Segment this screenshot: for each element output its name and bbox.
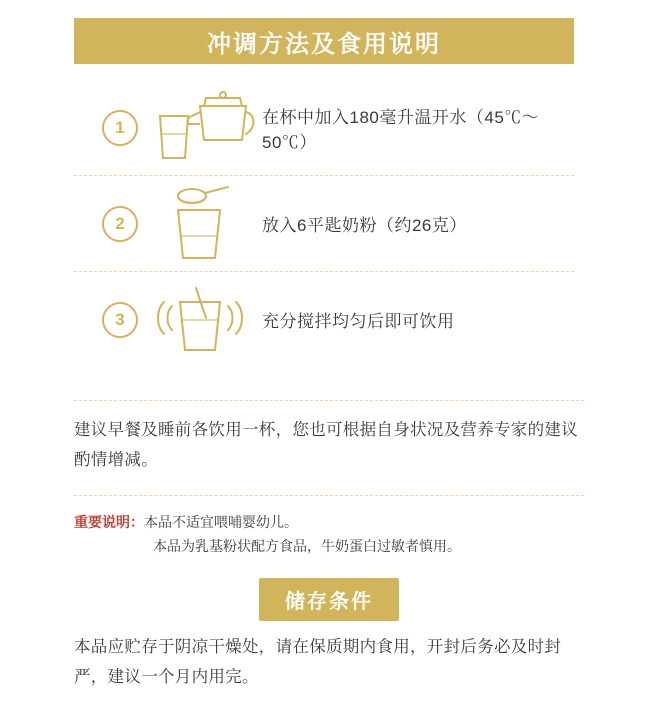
storage-banner-wrap bbox=[74, 578, 584, 621]
header-banner bbox=[74, 18, 574, 64]
step-text: 充分搅拌均匀后即可饮用 bbox=[262, 312, 455, 331]
step-item bbox=[74, 175, 574, 271]
notice-text-line1: 本品不适宜喂哺婴幼儿。 bbox=[144, 514, 298, 530]
step-text: 放入6平匙奶粉（约26克） bbox=[262, 216, 467, 235]
notice-text-line2: 本品为乳基粉状配方食品，牛奶蛋白过敏者慎用。 bbox=[153, 538, 461, 554]
notice-first-line bbox=[74, 510, 584, 534]
kettle-and-cup-icon bbox=[148, 88, 258, 168]
important-notice bbox=[74, 495, 584, 558]
step-text: 在杯中加入180毫升温开水（45℃～50℃） bbox=[262, 107, 540, 152]
step-item bbox=[74, 80, 574, 175]
notice-label: 重要说明： bbox=[74, 514, 144, 530]
storage-title: 储存条件 bbox=[259, 578, 399, 621]
storage-text: 本品应贮存于阴凉干燥处，请在保质期内食用，开封后务必及时封严，建议一个月内用完。 bbox=[74, 638, 562, 686]
stirring-cup-icon bbox=[148, 280, 258, 360]
steps-list bbox=[74, 80, 574, 367]
advice-paragraph: 建议早餐及睡前各饮用一杯，您也可根据自身状况及营养专家的建议酌情增减。 bbox=[74, 400, 584, 475]
step-number: 1 bbox=[102, 110, 138, 146]
page-title: 冲调方法及食用说明 bbox=[207, 30, 441, 58]
step-number: 3 bbox=[102, 302, 138, 338]
step-number: 2 bbox=[102, 206, 138, 242]
step-item bbox=[74, 271, 574, 367]
scoop-and-cup-icon bbox=[148, 184, 258, 264]
